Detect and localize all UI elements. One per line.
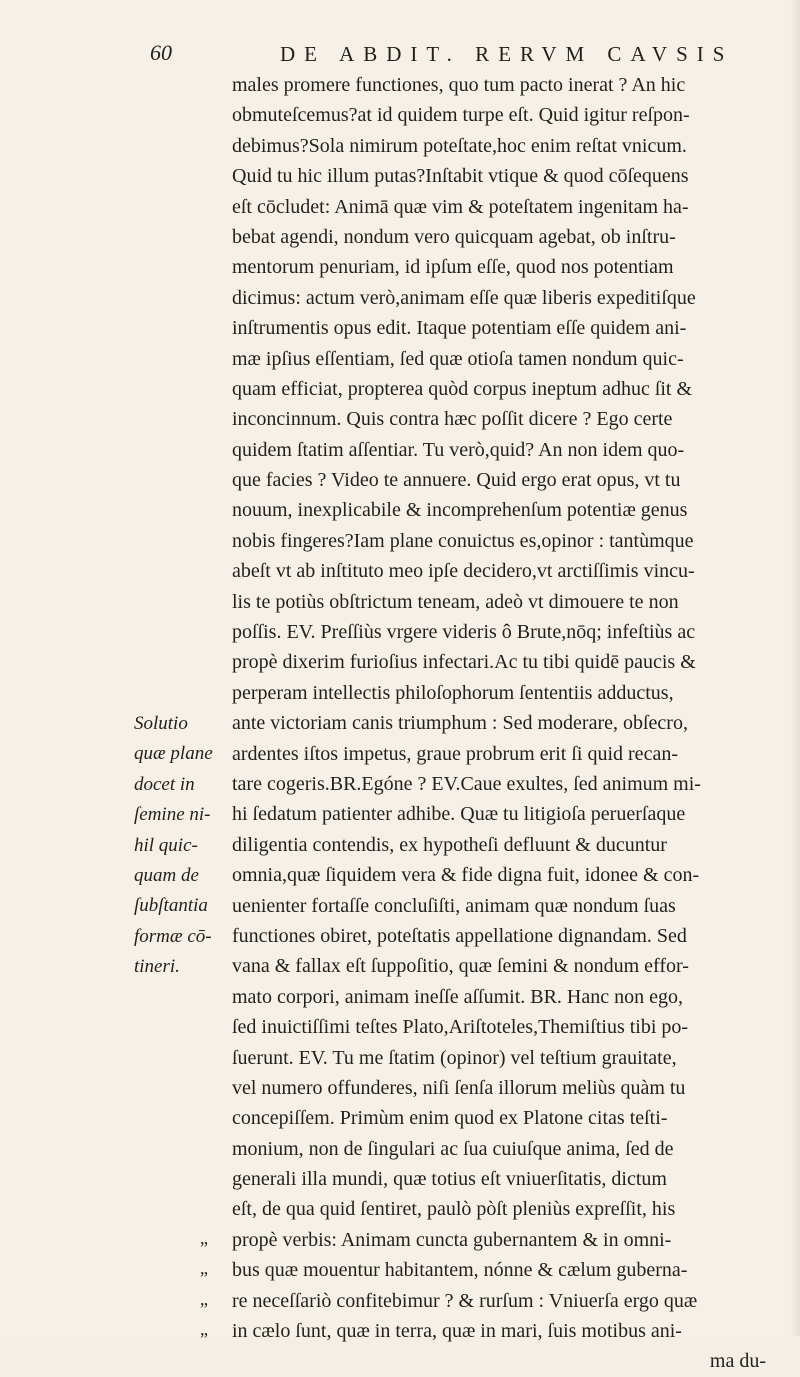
text-line: bebat agendi, nondum vero quicquam agebat, ob inſtru-	[232, 225, 676, 248]
text-line: bus quæ mouentur habitantem, nónne & cælum guberna-	[232, 1259, 688, 1282]
text-line: ſuerunt. EV. Tu me ſtatim (opinor) vel teſtium grauitate,	[232, 1046, 677, 1069]
text-line: monium, non de ſingulari ac ſua cuiuſque anima, ſed de	[232, 1137, 674, 1160]
text-line: in cælo ſunt, quæ in terra, quæ in mari, ſuis motibus ani-	[232, 1320, 682, 1343]
text-line: tare cogeris.BR.Egóne ? EV.Caue exultes, ſed animum mi-	[232, 772, 701, 795]
text-line: functiones obiret, poteſtatis appellatione dignandam. Sed	[232, 924, 687, 947]
quote-mark: „	[200, 1258, 208, 1279]
text-line: eſt cōcludet: Animā quæ vim & poteſtatem ingenitam ha-	[232, 195, 689, 218]
body-text	[232, 70, 792, 1377]
text-line: ardentes iſtos impetus, graue probrum erit ſi quid recan-	[232, 742, 678, 765]
quotation-marks	[200, 1223, 230, 1345]
text-line: vel numero offunderes, niſi ſenſa illorum meliùs quàm tu	[232, 1076, 686, 1099]
text-line: lis te potiùs obſtrictum teneam, adeò vt dimouere te non	[232, 590, 679, 613]
margin-note-line: quam de	[134, 864, 199, 886]
text-line: obmuteſcemus?at id quidem turpe eſt. Quid igitur reſpon-	[232, 104, 690, 127]
text-line: ſed inuictiſſimi teſtes Plato,Ariſtoteles,Themiſtius tibi po-	[232, 1016, 689, 1039]
margin-note-line: formæ cō-	[134, 925, 212, 947]
margin-note-line: ſemine ni-	[134, 804, 211, 826]
quote-mark: „	[200, 1228, 208, 1248]
text-line: generali illa mundi, quæ totius eſt vniuerſitatis, dictum	[232, 1168, 667, 1191]
text-line: mato corpori, animam ineſſe aſſumit. BR. Hanc non ego,	[232, 985, 684, 1008]
marginal-note	[134, 709, 230, 983]
text-line: mentorum penuriam, id ipſum eſſe, quod nos potentiam	[232, 256, 674, 279]
text-line: nobis fingeres?Iam plane conuictus es,opinor : tantùmque	[232, 529, 694, 552]
running-head	[150, 40, 750, 66]
quote-mark: „	[200, 1288, 208, 1309]
text-line: re neceſſariò confitebimur ? & rurſum : Vniuerſa ergo quæ	[232, 1289, 698, 1312]
text-line: eſt, de qua quid ſentiret, paulò pòſt pleniùs expreſſit, his	[232, 1198, 676, 1221]
text-line: ante victoriam canis triumphum : Sed moderare, obſecro,	[232, 712, 688, 735]
margin-note-line: Solutio	[134, 713, 188, 734]
text-line: perperam intellectis philoſophorum ſententiis adductus,	[232, 681, 674, 704]
margin-note-line: tineri.	[134, 956, 180, 978]
margin-note-line: quæ plane	[134, 743, 213, 765]
text-line: diligentia contendis, ex hypotheſi defluunt & ducuntur	[232, 833, 667, 856]
margin-note-line: hil quic-	[134, 834, 198, 856]
text-line: males promere functiones, quo tum pacto inerat ? An hic	[232, 74, 686, 96]
text-line: propè dixerim furioſius infectari.Ac tu tibi quidē paucis &	[232, 651, 696, 674]
text-line: inſtrumentis opus edit. Itaque potentiam eſſe quidem ani-	[232, 317, 687, 340]
text-line: omnia,quæ ſiquidem vera & fide digna fuit, idonee & con-	[232, 864, 700, 887]
text-line: abeſt vt ab inſtituto meo ipſe deciderо,vt arctiſſimis vincu-	[232, 560, 695, 583]
catchword: ma du-	[709, 1350, 766, 1373]
text-line: nouum, inexplicabile & incomprehenſum potentiæ genus	[232, 499, 688, 522]
quote-mark: „	[200, 1319, 208, 1340]
text-line: propè verbis: Animam cuncta gubernantem & in omni-	[232, 1228, 672, 1251]
text-line: dicimus: actum verò,animam eſſe quæ liberis expeditiſque	[232, 286, 696, 309]
text-line: vana & fallax eſt ſuppoſitio, quæ ſemini & nondum effor-	[232, 955, 689, 978]
text-line: quam efficiat, propterea quòd corpus ineptum adhuc ſit &	[232, 377, 693, 400]
text-line: debimus?Sola nimirum poteſtate,hoc enim reſtat vnicum.	[232, 134, 687, 157]
text-line: concepiſſem. Primùm enim quod ex Platone citas teſti-	[232, 1107, 668, 1130]
margin-note-line: docet in	[134, 773, 195, 795]
text-line: uenienter fortaſſe concluſiſti, animam quæ nondum ſuas	[232, 894, 676, 917]
page-number: 60	[150, 40, 172, 65]
text-line: mæ ipſius eſſentiam, ſed quæ otioſa tamen nondum quic-	[232, 347, 684, 370]
margin-note-line: ſubſtantia	[134, 895, 208, 917]
running-title: DE ABDIT. RERVM CAVSIS	[280, 42, 734, 66]
text-line: inconcinnum. Quis contra hæc poſſit dicere ? Ego certe	[232, 408, 673, 431]
text-line: quidem ſtatim aſſentiar. Tu verò,quid? An non idem quo-	[232, 438, 685, 461]
text-line: Quid tu hic illum putas?Inſtabit vtique & quod cōſequens	[232, 165, 689, 188]
text-line: que facies ? Video te annuere. Quid ergo erat opus, vt tu	[232, 469, 681, 492]
text-line: poſſis. EV. Preſſiùs vrgere videris ô Brute,nōq; infeſtiùs ac	[232, 621, 696, 644]
text-line: hi ſedatum patienter adhibe. Quæ tu litigioſa peruerſaque	[232, 803, 686, 826]
